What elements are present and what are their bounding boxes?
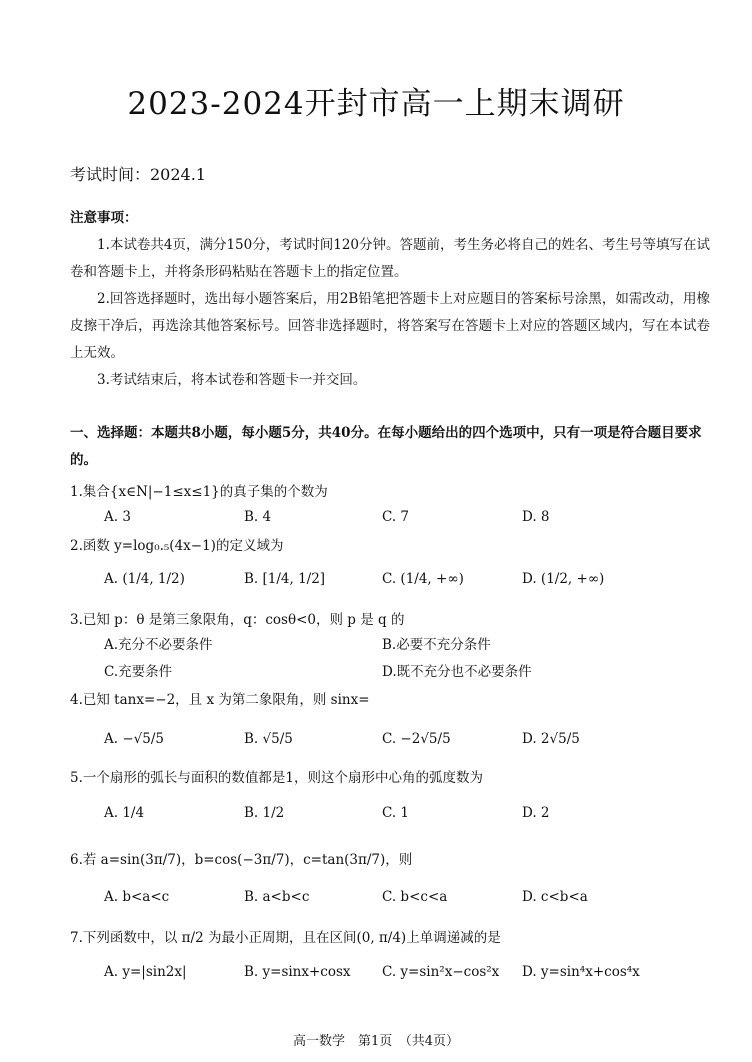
option: C. 7 bbox=[382, 509, 410, 525]
question-options bbox=[104, 722, 714, 756]
option: B. [1/4, 1/2] bbox=[244, 571, 326, 587]
option: C. b<c<a bbox=[382, 889, 448, 905]
option: C. y=sin²x−cos²x bbox=[382, 964, 500, 980]
option: C. −2√5/5 bbox=[382, 731, 451, 747]
option: D.既不充分也不必要条件 bbox=[382, 664, 532, 680]
question-stem: 4.已知 tanx=−2，且 x 为第二象限角，则 sinx= bbox=[70, 692, 370, 708]
note-item: 3.考试结束后，将本试卷和答题卡一并交回。 bbox=[97, 372, 367, 388]
option: B. 1/2 bbox=[244, 805, 285, 821]
question-stem: 7.下列函数中，以 π/2 为最小正周期，且在区间(0, π/4)上单调递减的是 bbox=[70, 930, 501, 946]
question-stem: 1.集合{x∈N|−1≤x≤1}的真子集的个数为 bbox=[70, 484, 328, 500]
option: B. √5/5 bbox=[244, 731, 293, 747]
notes-heading: 注意事项： bbox=[70, 210, 138, 226]
option: B. 4 bbox=[244, 509, 272, 525]
page-title: 2023-2024开封市高一上期末调研 bbox=[127, 86, 625, 122]
exam-time: 考试时间：2024.1 bbox=[70, 165, 206, 184]
option: D. 2√5/5 bbox=[522, 731, 580, 747]
option: D. c<b<a bbox=[522, 889, 588, 905]
option: C. (1/4, +∞) bbox=[382, 571, 464, 587]
notes-block bbox=[70, 205, 710, 394]
option: D. y=sin⁴x+cos⁴x bbox=[522, 964, 640, 980]
option: D. 2 bbox=[522, 805, 550, 821]
question-options bbox=[104, 796, 714, 830]
option: D. (1/2, +∞) bbox=[522, 571, 605, 587]
option: B.必要不充分条件 bbox=[382, 637, 491, 653]
page-footer: 高一数学 第1页 （共4页） bbox=[292, 1034, 460, 1049]
note-item: 1.本试卷共4页，满分150分，考试时间120分钟。答题前，考生务必将自己的姓名、考生号等填写在试卷和答题卡上，并将条形码粘贴在答题卡上的指定位置。 bbox=[70, 237, 711, 280]
option: A. 1/4 bbox=[104, 805, 145, 821]
question-options bbox=[104, 653, 714, 687]
option: C. 1 bbox=[382, 805, 410, 821]
option: A. −√5/5 bbox=[104, 731, 164, 747]
option: A. b<a<c bbox=[104, 889, 170, 905]
question-options bbox=[104, 562, 714, 596]
question-options bbox=[104, 955, 714, 989]
option: A. y=|sin2x| bbox=[104, 964, 187, 980]
note-item: 2.回答选择题时，选出每小题答案后，用2B铅笔把答题卡上对应题目的答案标号涂黑，如需改动，用橡皮擦干净后，再选涂其他答案标号。回答非选择题时，将答案写在答题卡上对应的答题区域内，写在本试卷上无效。 bbox=[70, 291, 710, 361]
question-stem: 5.一个扇形的弧长与面积的数值都是1，则这个扇形中心角的弧度数为 bbox=[70, 770, 483, 786]
option: A. (1/4, 1/2) bbox=[104, 571, 185, 587]
question-stem: 2.函数 y=log₀.₅(4x−1)的定义域为 bbox=[70, 538, 284, 554]
question-stem: 3.已知 p：θ 是第三象限角，q：cosθ<0，则 p 是 q 的 bbox=[70, 612, 405, 628]
option: B. y=sinx+cosx bbox=[244, 964, 351, 980]
question-stem: 6.若 a=sin(3π/7)，b=cos(−3π/7)，c=tan(3π/7)，则 bbox=[70, 852, 413, 868]
question-options bbox=[104, 500, 714, 534]
question-options bbox=[104, 880, 714, 914]
option: C.充要条件 bbox=[104, 664, 173, 680]
option: B. a<b<c bbox=[244, 889, 310, 905]
option: A.充分不必要条件 bbox=[104, 637, 213, 653]
option: D. 8 bbox=[522, 509, 550, 525]
option: A. 3 bbox=[104, 509, 131, 525]
section-heading: 一、选择题：本题共8小题，每小题5分，共40分。在每小题给出的四个选项中，只有一项是符合题目要求的。 bbox=[70, 425, 702, 468]
